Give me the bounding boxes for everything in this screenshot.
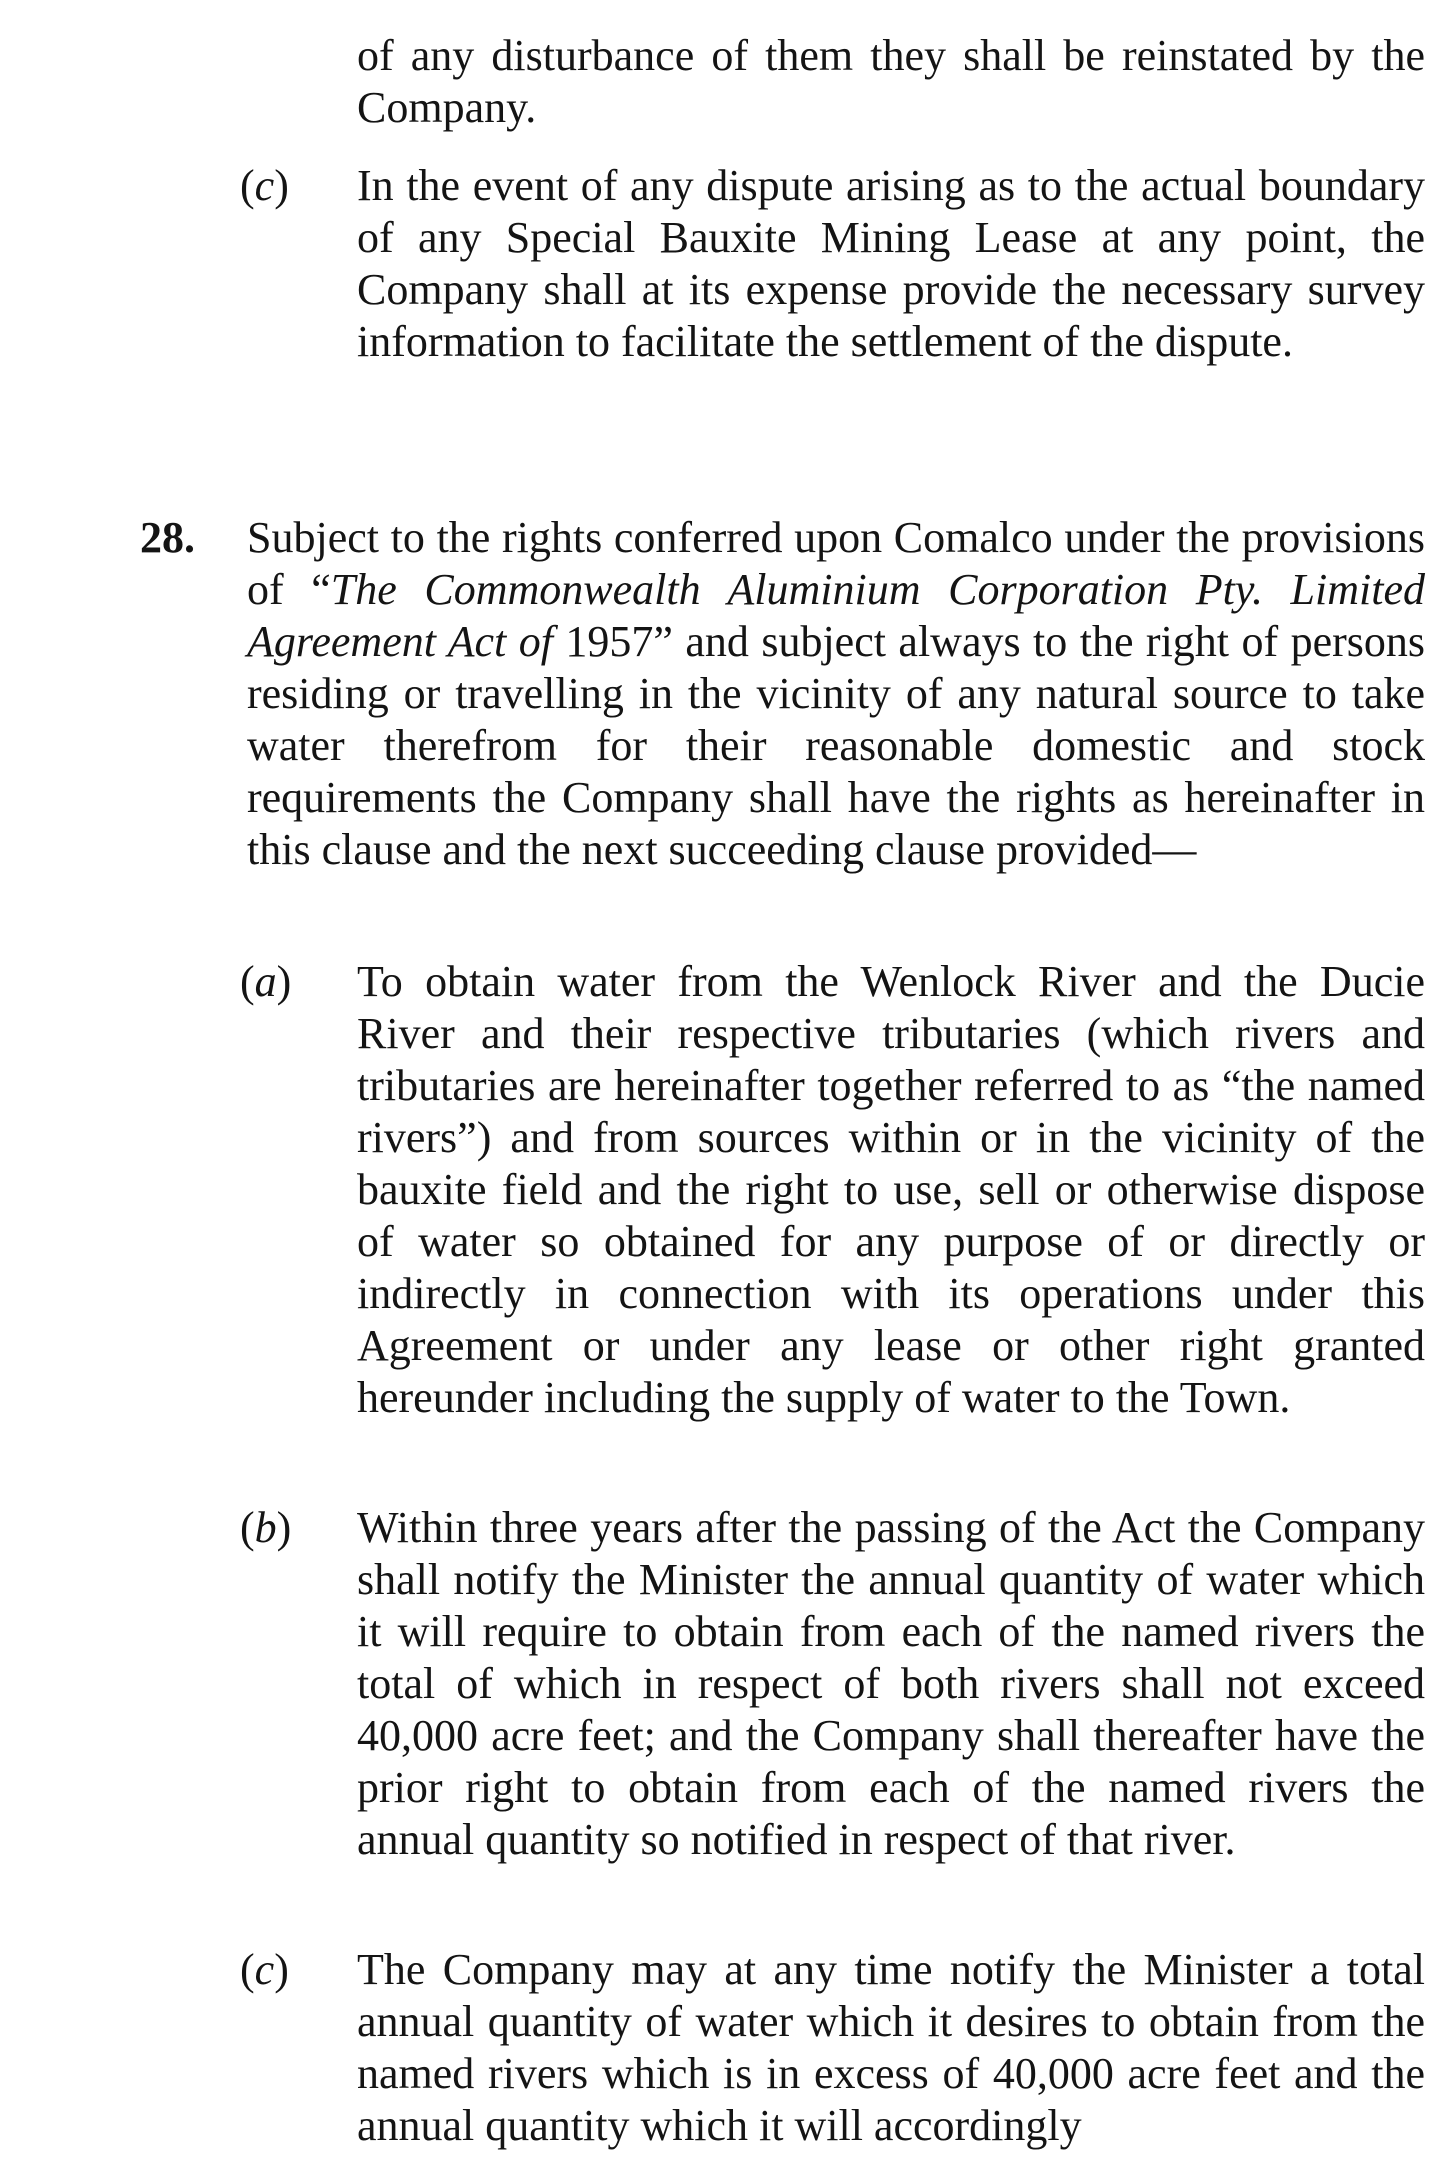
clause-28-intro-part1: Subject to the rights conferred upon Comalco under the provisions of “: [247, 513, 1425, 614]
act-year: 1957: [552, 617, 654, 666]
subclause-label-27c: (c): [240, 161, 289, 210]
act-title: The Commonwealth Aluminium Corporation Pty. Limited Agreement Act of: [247, 565, 1425, 666]
subclause-letter: b: [254, 1503, 277, 1552]
subclause-letter: a: [254, 957, 277, 1006]
subclause-letter: c: [254, 1945, 275, 1994]
subclause-28c-text: The Company may at any time notify the Minister a total annual quantity of water which it desires to obtain from the named rivers which is in excess of 40,000 acre feet and the annual quantity which it will accordingly: [357, 1945, 1425, 2150]
subclause-27c-text: In the event of any dispute arising as to the actual boundary of any Special Bauxite Mining Lease at any point, the Company shall at its expense provide the necessary survey information to facilitate the settlement of the dispute.: [357, 161, 1425, 366]
clause-28-intro-part2: ” and subject always to the right of persons residing or travelling in the vicinity of any natural source to take water therefrom for their reasonable domestic and stock requirements the Company shall have the rights as hereinafter in this clause and the next succeeding clause provided—: [247, 617, 1426, 874]
subclause-28a-text: To obtain water from the Wenlock River and the Ducie River and their respective tributaries (which rivers and tributaries are hereinafter together referred to as “the named rivers”) and from sources within or in the vicinity of the bauxite field and the right to use, sell or otherwise dispose of water so obtained for any purpose of or directly or indirectly in connection with its operations under this Agreement or under any lease or other right granted hereunder including the supply of water to the Town.: [357, 957, 1425, 1422]
subclause-label-28c: (c): [240, 1945, 289, 1994]
subclause-28b-text: Within three years after the passing of the Act the Company shall notify the Minister the annual quantity of water which it will require to obtain from each of the named rivers the total of which in respect of both rivers shall not exceed 40,000 acre feet; and the Company shall thereafter have the prior right to obtain from each of the named rivers the annual quantity so notified in respect of that river.: [357, 1503, 1425, 1864]
continuation-paragraph: of any disturbance of them they shall be reinstated by the Company.: [357, 31, 1425, 132]
subclause-label-28a: (a): [240, 957, 292, 1006]
clause-28-intro: [247, 512, 1425, 876]
subclause-label-28b: (b): [240, 1503, 292, 1552]
clause-number-28: 28.: [140, 513, 195, 562]
subclause-letter: c: [254, 161, 275, 210]
